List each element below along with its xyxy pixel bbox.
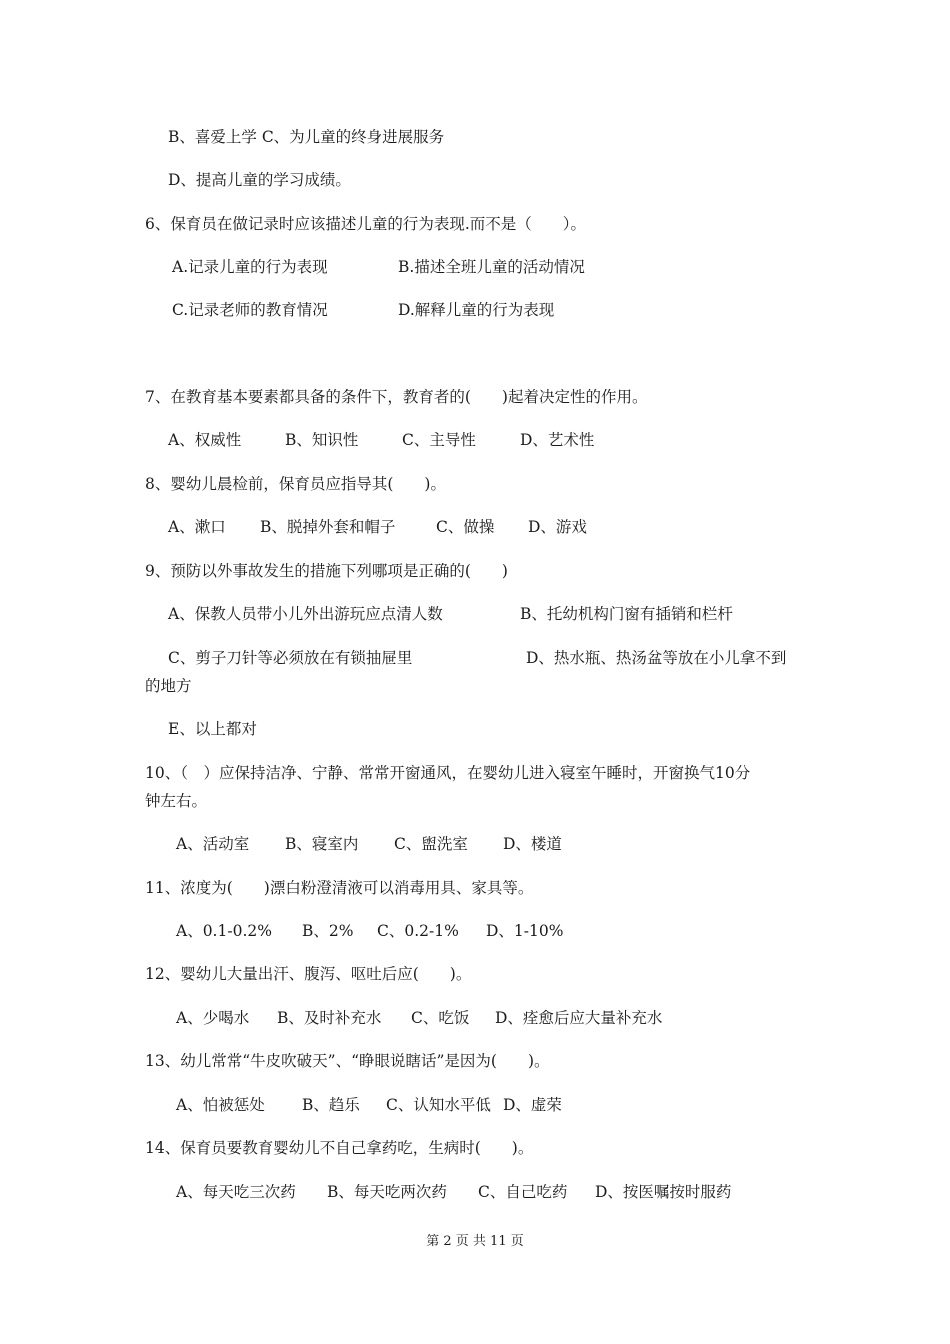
question-10: 10、（ ）应保持洁净、宁静、常常开窗通风，在婴幼儿进入寝室午睡时，开窗换气10分 [145,764,751,782]
option-d: D、游戏 [528,518,587,536]
option-c: C、剪子刀针等必须放在有锁抽屉里 [168,649,413,667]
option-a: A、怕被惩处 [176,1096,265,1114]
page-footer: 第 2 页 共 11 页 [426,1234,524,1249]
option-d: D、1-10% [486,922,564,940]
option-d: D、虚荣 [503,1096,562,1114]
option-c: C、认知水平低 [386,1096,491,1114]
option-a: A.记录儿童的行为表现 [172,258,328,276]
option-e: E、以上都对 [168,720,257,738]
option-d: D、按医嘱按时服药 [595,1183,732,1201]
option-d-continued: 的地方 [145,677,192,695]
question-11: 11、浓度为( )漂白粉澄清液可以消毒用具、家具等。 [145,879,534,897]
option-c: C、主导性 [402,431,476,449]
option-b: B、每天吃两次药 [327,1183,447,1201]
option-b: B、趋乐 [302,1096,360,1114]
option-b: B.描述全班儿童的活动情况 [398,258,585,276]
question-10-continued: 钟左右。 [145,792,208,810]
option-d: D.解释儿童的行为表现 [398,301,555,319]
option-b: B、2% [302,922,354,940]
option-b: B、及时补充水 [277,1009,382,1027]
option-c: C、吃饭 [411,1009,470,1027]
option-line: B、喜爱上学 C、为儿童的终身进展服务 [168,128,445,146]
option-d: D、热水瓶、热汤盆等放在小儿拿不到 [526,649,787,667]
option-b: B、托幼机构门窗有插销和栏杆 [520,605,733,623]
question-14: 14、保育员要教育婴幼儿不自己拿药吃，生病时( )。 [145,1139,534,1157]
option-a: A、每天吃三次药 [176,1183,296,1201]
question-13: 13、幼儿常常“牛皮吹破天”、“睁眼说瞎话”是因为( )。 [145,1052,550,1070]
question-9: 9、预防以外事故发生的措施下列哪项是正确的( ) [145,562,508,580]
option-c: C、自己吃药 [478,1183,568,1201]
option-d: D、痊愈后应大量补充水 [495,1009,663,1027]
option-d: D、楼道 [503,835,562,853]
question-8: 8、婴幼儿晨检前，保育员应指导其( )。 [145,475,446,493]
question-6: 6、保育员在做记录时应该描述儿童的行为表现.而不是（ ）。 [145,215,587,233]
question-7: 7、在教育基本要素都具备的条件下，教育者的( )起着决定性的作用。 [145,388,648,406]
option-line: D、提高儿童的学习成绩。 [168,171,351,189]
option-a: A、权威性 [168,431,242,449]
option-c: C、做操 [436,518,495,536]
option-c: C、0.2-1% [377,922,459,940]
option-a: A、少喝水 [176,1009,250,1027]
question-12: 12、婴幼儿大量出汗、腹泻、呕吐后应( )。 [145,965,472,983]
option-b: B、知识性 [285,431,359,449]
option-a: A、保教人员带小儿外出游玩应点清人数 [168,605,443,623]
option-c: C、盥洗室 [394,835,468,853]
option-c: C.记录老师的教育情况 [172,301,328,319]
option-a: A、活动室 [176,835,250,853]
option-a: A、漱口 [168,518,226,536]
option-a: A、0.1-0.2% [176,922,272,940]
option-b: B、脱掉外套和帽子 [260,518,396,536]
option-b: B、寝室内 [285,835,359,853]
option-d: D、艺术性 [520,431,595,449]
